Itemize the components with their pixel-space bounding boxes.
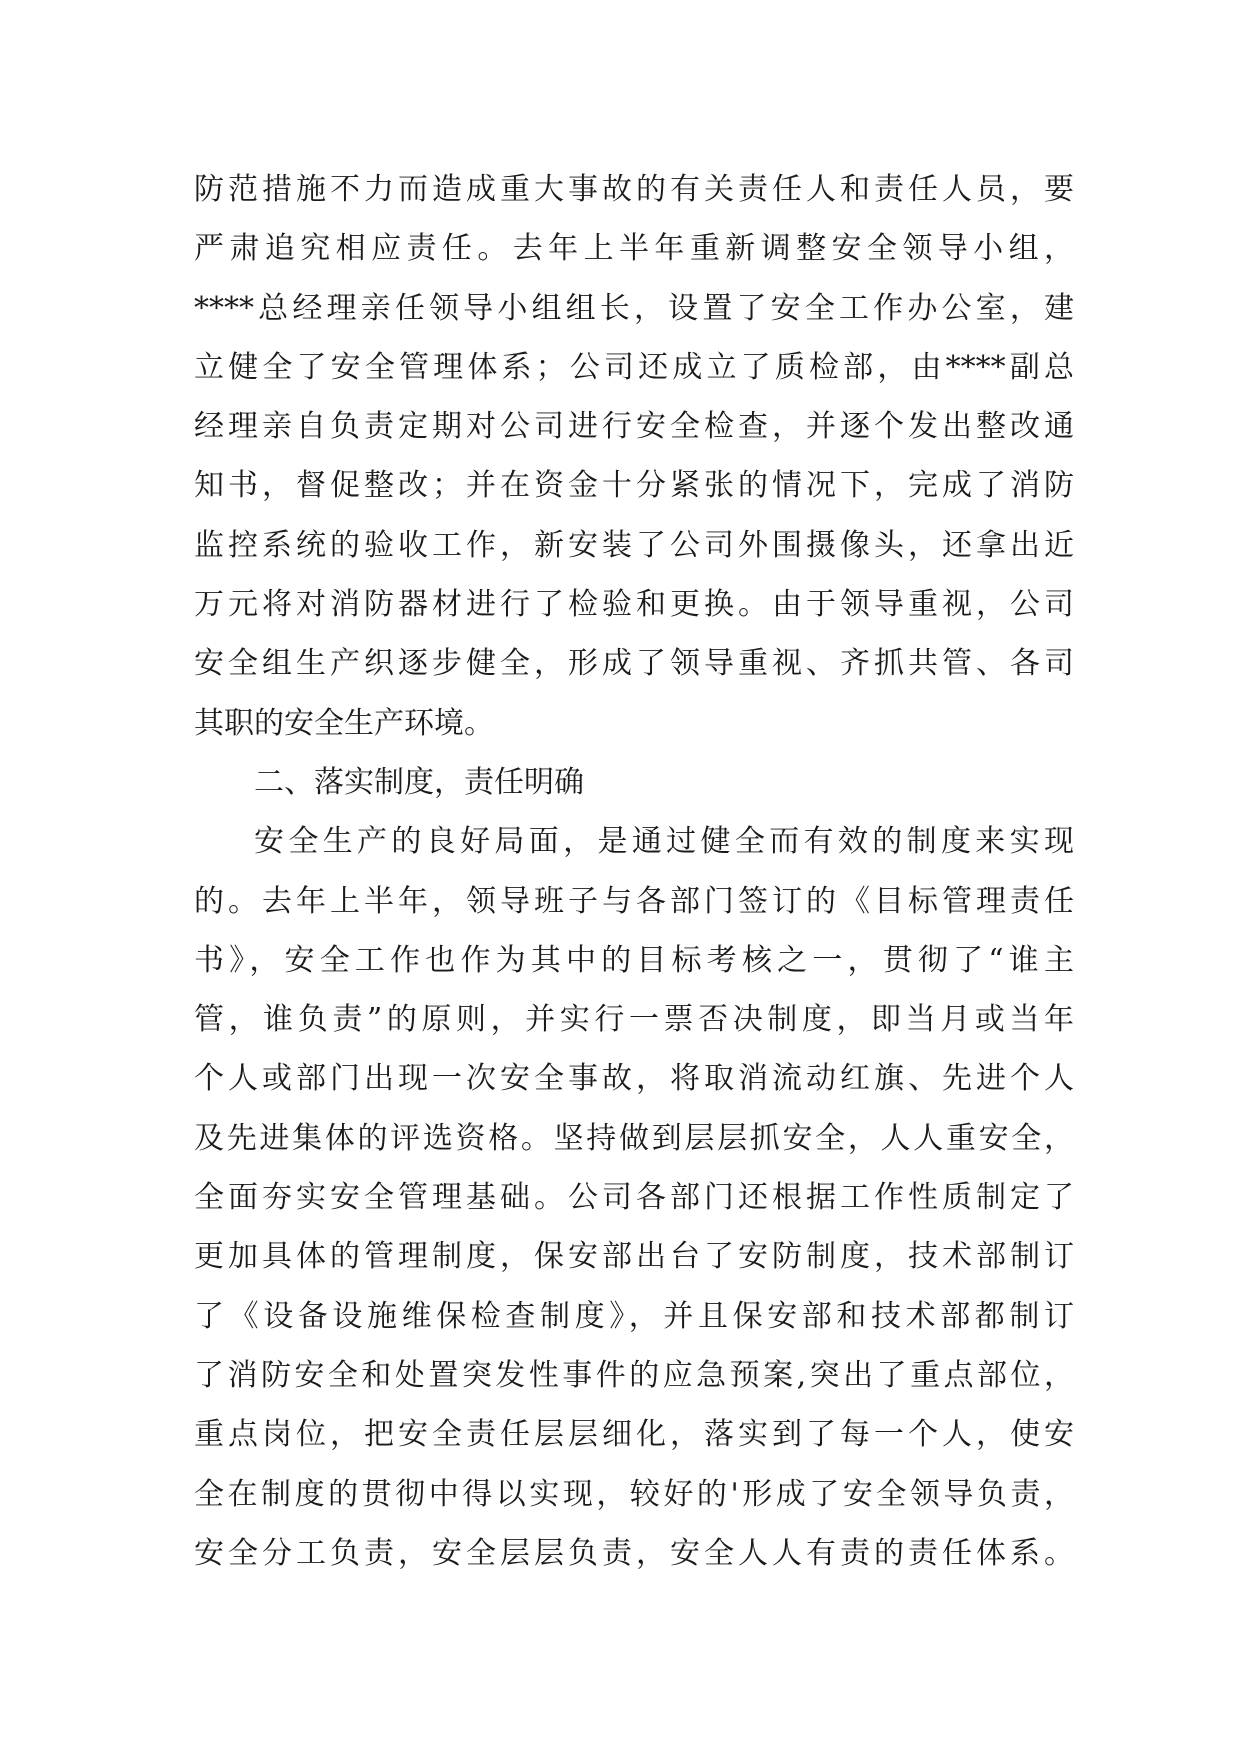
paragraph-2 <box>194 812 1074 1583</box>
text-line: 经理亲自负责定期对公司进行安全检查，并逐个发出整改通 <box>194 409 1074 445</box>
text-line: 管，谁负责”的原则，并实行一票否决制度，即当月或当年 <box>194 1002 1074 1038</box>
text-line: 重点岗位，把安全责任层层细化，落实到了每一个人，使安 <box>194 1417 1074 1453</box>
text-line: 及先进集体的评选资格。坚持做到层层抓安全，人人重安全， <box>194 1120 1074 1156</box>
text-line: 书》，安全工作也作为其中的目标考核之一，贯彻了“谁主 <box>194 942 1074 978</box>
text-line: 安全分工负责，安全层层负责，安全人人有责的责任体系。 <box>194 1535 1074 1571</box>
text-line: 更加具体的管理制度，保安部出台了安防制度，技术部制订 <box>194 1239 1074 1275</box>
text-line: 个人或部门出现一次安全事故，将取消流动红旗、先进个人 <box>194 1061 1074 1097</box>
text-line: 的。去年上半年，领导班子与各部门签订的《目标管理责任 <box>194 883 1074 919</box>
text-line: 了《设备设施维保检查制度》，并且保安部和技术部都制订 <box>194 1298 1074 1334</box>
text-line: 安全组生产织逐步健全，形成了领导重视、齐抓共管、各司 <box>194 646 1074 682</box>
text-line: 安全生产的良好局面，是通过健全而有效的制度来实现 <box>254 824 1074 860</box>
text-line: 监控系统的验收工作，新安装了公司外围摄像头，还拿出近 <box>194 527 1074 563</box>
section-heading: 二、落实制度，责任明确 <box>254 764 584 800</box>
text-line: 全面夯实安全管理基础。公司各部门还根据工作性质制定了 <box>194 1180 1074 1216</box>
text-line: 全在制度的贯彻中得以实现，较好的'形成了安全领导负责， <box>194 1476 1074 1512</box>
text-line: 立健全了安全管理体系；公司还成立了质检部，由****副总 <box>194 349 1074 385</box>
body-text <box>194 160 1074 1583</box>
text-line: 防范措施不力而造成重大事故的有关责任人和责任人员，要 <box>194 172 1074 207</box>
paragraph-1 <box>194 160 1074 753</box>
text-line: 其职的安全生产环境。 <box>194 705 494 741</box>
text-line: 万元将对消防器材进行了检验和更换。由于领导重视，公司 <box>194 587 1074 623</box>
text-line: ****总经理亲任领导小组组长，设置了安全工作办公室，建 <box>194 290 1074 326</box>
text-line: 严肃追究相应责任。去年上半年重新调整安全领导小组， <box>194 231 1074 267</box>
text-line: 知书，督促整改；并在资金十分紧张的情况下，完成了消防 <box>194 468 1074 504</box>
text-line: 了消防安全和处置突发性事件的应急预案,突出了重点部位， <box>194 1357 1074 1393</box>
